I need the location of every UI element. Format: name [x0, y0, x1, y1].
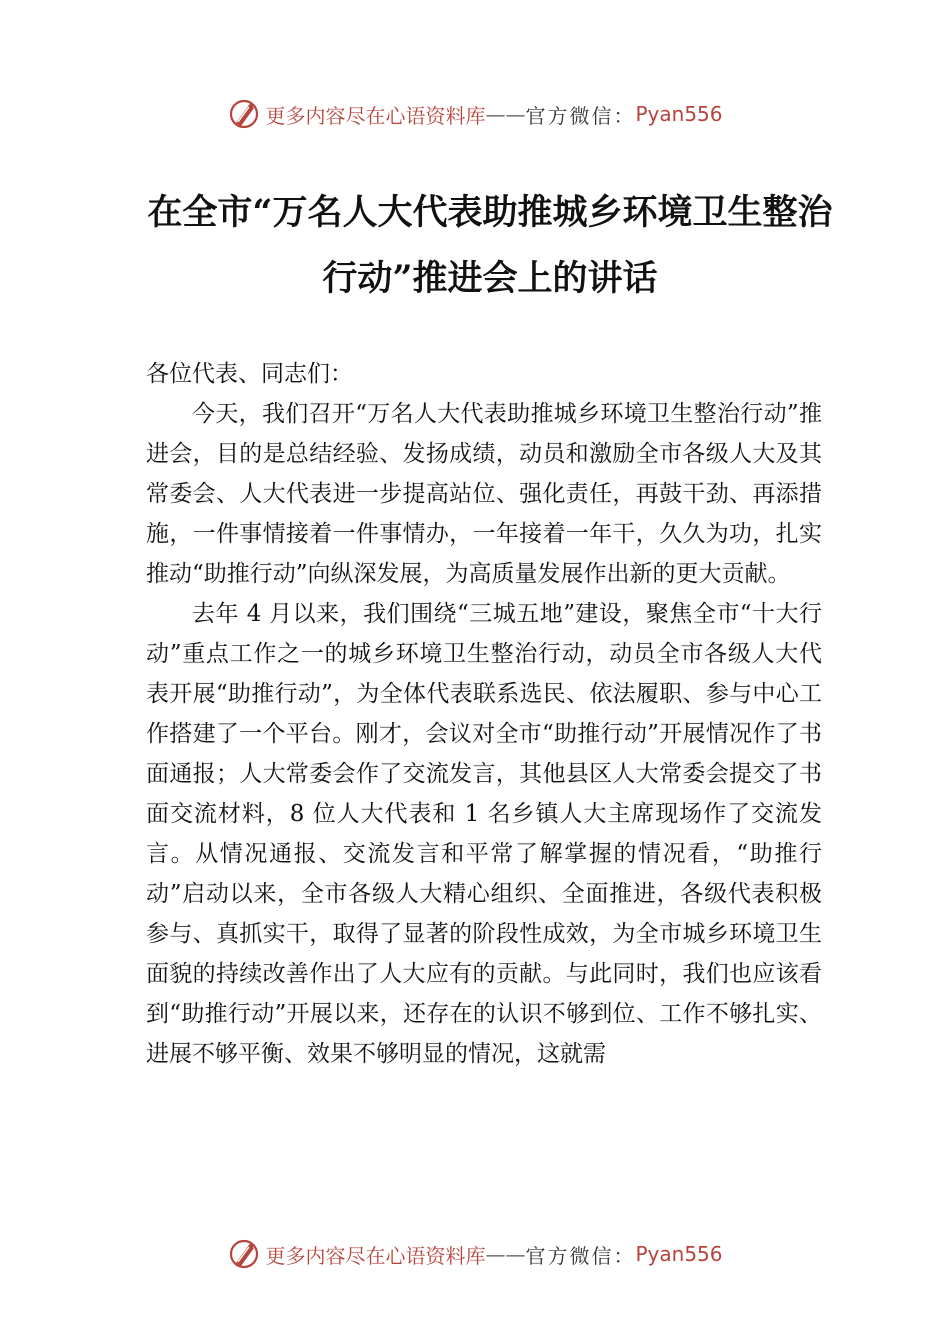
banner-weixin-label: 官方微信： — [525, 103, 636, 128]
banner-site-text: 更多内容尽在心语资料库 — [265, 1243, 486, 1268]
document-title: 在全市“万名人大代表助推城乡环境卫生整治行动”推进会上的讲话 — [147, 192, 833, 299]
pen-nib-logo-icon — [227, 1237, 261, 1271]
banner-dash: —— — [485, 102, 526, 126]
header-banner — [0, 94, 950, 134]
banner-weixin-id: Pyan556 — [635, 102, 723, 126]
pen-nib-logo-icon — [227, 97, 261, 131]
body-paragraph-2: 去年 4 月以来，我们围绕“三城五地”建设，聚焦全市“十大行动”重点工作之一的城乡环境卫生整治行动，动员全市各级人大代表开展“助推行动”，为全体代表联系选民、依法履职、参与中心工作搭建了一个平台。刚才，会议对全市“助推行动”开展情况作了书面通报；人大常委会作了交流发言，其他县区人大常委会提交了书面交流材料，8 位人大代表和 1 名乡镇人大主席现场作了交流发言。从情况通报、交流发言和平常了解掌握的情况看，“助推行动”启动以来，全市各级人大精心组织、全面推进，各级代表积极参与、真抓实干，取得了显著的阶段性成效，为全市城乡环境卫生面貌的持续改善作出了人大应有的贡献。与此同时，我们也应该看到“助推行动”开展以来，还存在的认识不够到位、工作不够扎实、进展不够平衡、效果不够明显的情况，这就需 — [146, 601, 822, 1067]
banner-weixin-id: Pyan556 — [635, 1242, 723, 1266]
banner-weixin-label: 官方微信： — [525, 1243, 636, 1268]
banner-dash: —— — [485, 1242, 526, 1266]
document-body — [146, 354, 822, 1074]
salutation: 各位代表、同志们： — [146, 361, 353, 387]
banner-site-text: 更多内容尽在心语资料库 — [265, 103, 486, 128]
body-paragraph-1: 今天，我们召开“万名人大代表助推城乡环境卫生整治行动”推进会，目的是总结经验、发扬成绩，动员和激励全市各级人大及其常委会、人大代表进一步提高站位、强化责任，再鼓干劲、再添措施，一件事情接着一件事情办，一年接着一年干，久久为功，扎实推动“助推行动”向纵深发展，为高质量发展作出新的更大贡献。 — [146, 401, 822, 587]
footer-banner — [0, 1234, 950, 1274]
